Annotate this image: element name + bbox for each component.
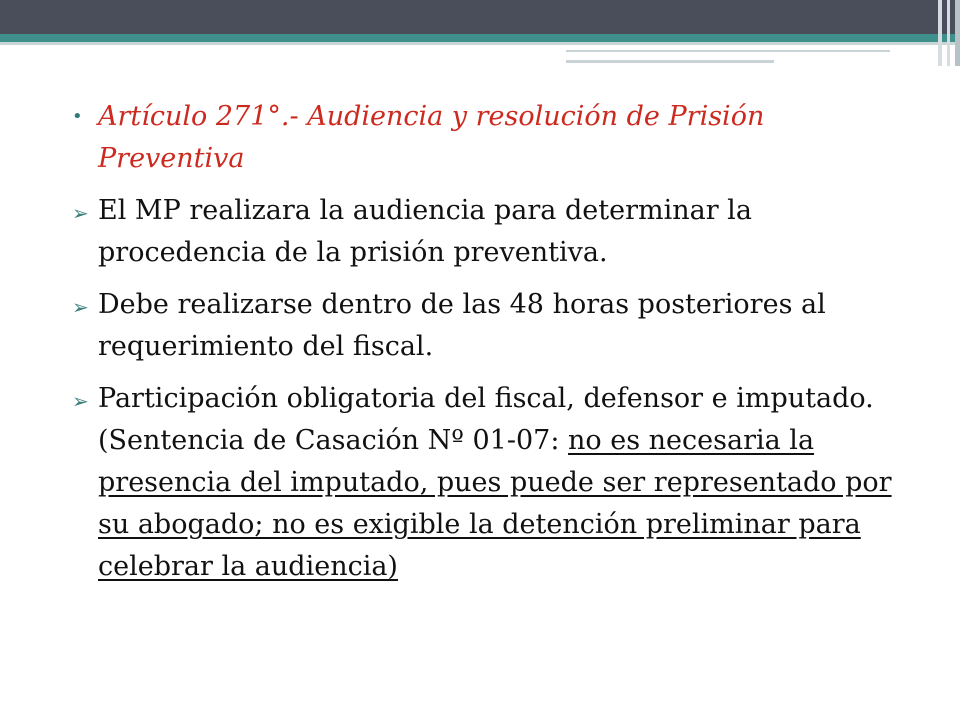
top-band — [0, 0, 960, 34]
bullet-point-2 — [72, 284, 892, 368]
right-stripe — [947, 0, 950, 66]
point-text: Debe realizarse dentro de las 48 horas posteriores al requerimiento del fiscal. — [98, 289, 826, 362]
decorative-underline — [566, 50, 890, 52]
slide-content — [72, 96, 892, 598]
underlined-point-text: no es necesaria la presencia del imputado, pues puede ser representado por su abogado; no es exigible la detención preliminar para celebrar la audiencia) — [98, 425, 892, 582]
bullet-point-1 — [72, 190, 892, 274]
decorative-underline — [566, 60, 774, 63]
light-line — [0, 42, 960, 45]
arrow-bullet-icon: ➢ — [72, 201, 89, 225]
bullet-point-3 — [72, 378, 892, 588]
point-text: Participación obligatoria del fiscal, defensor e imputado. (Sentencia de Casación Nº 01-07: — [98, 383, 874, 456]
right-stripe — [955, 0, 960, 66]
right-stripe — [938, 0, 942, 66]
arrow-bullet-icon: ➢ — [72, 295, 89, 319]
slide-title — [72, 96, 892, 180]
point-text: El MP realizara la audiencia para determinar la procedencia de la prisión preventiva. — [98, 195, 752, 268]
bullet-icon: • — [72, 106, 83, 127]
title-text: Artículo 271°.- Audiencia y resolución de Prisión Preventiva — [98, 101, 765, 174]
arrow-bullet-icon: ➢ — [72, 389, 89, 413]
teal-band — [0, 34, 960, 42]
